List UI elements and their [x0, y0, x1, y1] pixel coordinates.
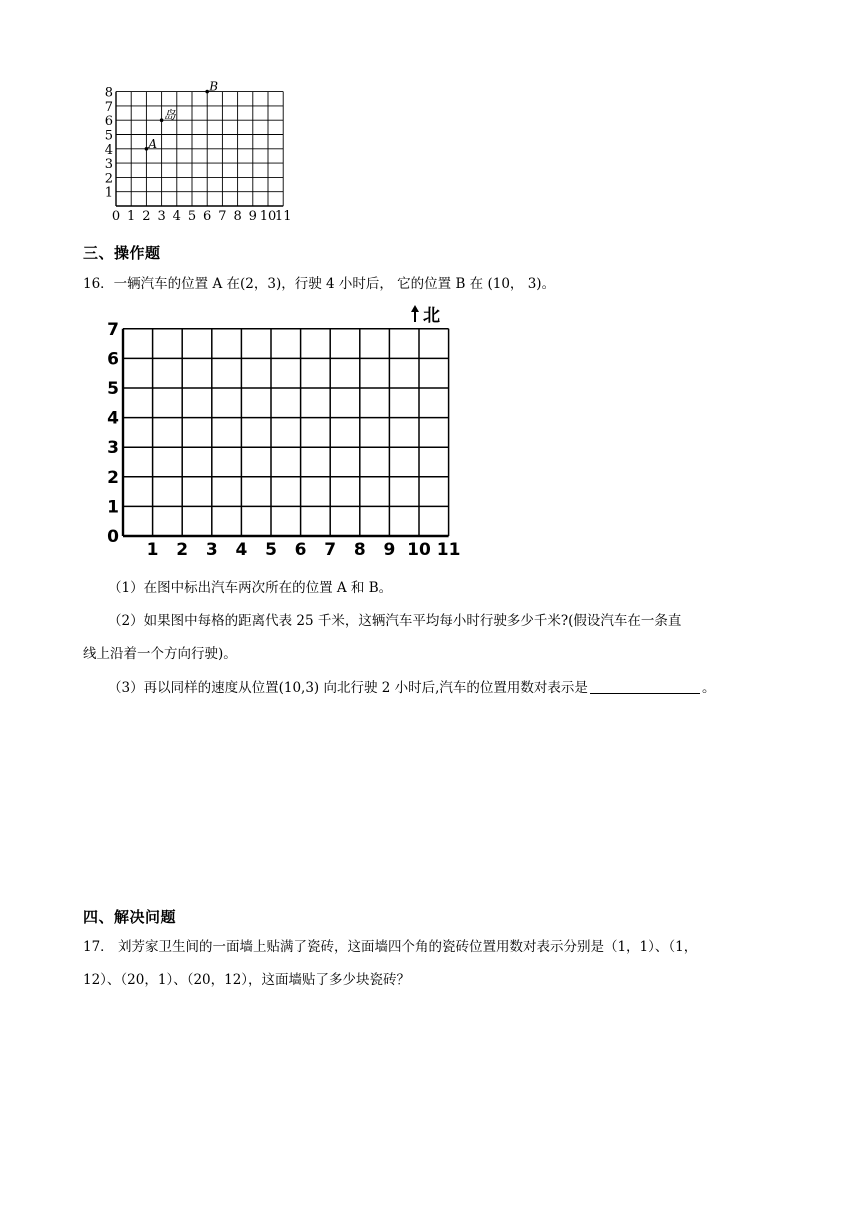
- north-arrow-head-icon: [411, 305, 419, 312]
- point-label: 岛: [163, 108, 176, 123]
- q16-sub2-line1: （2）如果图中每格的距离代表 25 千米，这辆汽车平均每小时行驶多少千米?(假设汽车在一条直: [108, 613, 682, 629]
- q16-sub1: （1）在图中标出汽车两次所在的位置 A 和 B。: [108, 580, 393, 596]
- x-tick-label: 7: [218, 209, 227, 224]
- y-tick-label: 2: [104, 171, 113, 187]
- y-tick-label: 3: [107, 438, 119, 459]
- x-tick-label: 6: [203, 209, 212, 224]
- q16-sub3-end: 。: [701, 680, 716, 696]
- x-tick-label: 3: [205, 540, 218, 560]
- x-tick-label: 1: [146, 540, 159, 560]
- q17-line1: 17． 刘芳家卫生间的一面墙上贴满了瓷砖，这面墙四个角的瓷砖位置用数对表示分别是（1，1）、（1，: [83, 939, 698, 955]
- y-tick-label: 5: [104, 128, 113, 144]
- q16-stem: 16．一辆汽车的位置 A 在(2，3)，行驶 4 小时后， 它的位置 B 在 (10， 3)。: [83, 276, 556, 292]
- y-tick-label: 7: [107, 319, 119, 340]
- y-tick-label: 8: [104, 85, 113, 101]
- x-tick-label: 8: [353, 540, 366, 560]
- coordinate-grid-small: [98, 79, 303, 235]
- x-tick-label: 0: [111, 209, 121, 224]
- y-tick-label: 2: [107, 467, 119, 488]
- x-tick-label: 3: [157, 209, 166, 224]
- x-tick-label: 11: [274, 209, 292, 224]
- north-label: 北: [423, 306, 440, 326]
- y-tick-label: 0: [107, 527, 119, 547]
- section-title-operation: 三、操作题: [83, 244, 161, 262]
- section-title-solve: 四、解决问题: [83, 908, 177, 926]
- x-tick-label: 9: [383, 540, 396, 560]
- x-tick-label: 8: [233, 209, 242, 224]
- x-tick-label: 1: [127, 209, 136, 224]
- point-label: A: [148, 136, 158, 151]
- x-tick-label: 11: [436, 540, 461, 560]
- y-tick-label: 4: [104, 142, 113, 158]
- y-tick-label: 7: [104, 99, 113, 115]
- coordinate-grid-large: [100, 300, 460, 562]
- y-tick-label: 3: [104, 157, 113, 173]
- x-tick-label: 4: [235, 540, 248, 560]
- q17-line2: 12）、（20，1）、（20，12），这面墙贴了多少块瓷砖？: [83, 972, 411, 988]
- y-tick-label: 5: [107, 379, 119, 399]
- q16-sub2-line2: 线上沿着一个方向行驶)。: [83, 646, 237, 662]
- y-tick-label: 6: [107, 349, 119, 370]
- q16-sub3: [108, 676, 715, 696]
- x-tick-label: 6: [294, 540, 307, 560]
- y-tick-label: 6: [104, 114, 113, 130]
- y-tick-label: 1: [104, 185, 113, 201]
- x-tick-label: 10: [259, 209, 277, 224]
- q16-sub3-text: （3）再以同样的速度从位置(10,3) 向北行驶 2 小时后,汽车的位置用数对表示是: [108, 680, 588, 696]
- x-tick-label: 7: [324, 540, 337, 560]
- x-tick-label: 2: [142, 209, 151, 224]
- y-tick-label: 1: [107, 497, 119, 518]
- y-tick-label: 4: [107, 408, 119, 429]
- x-tick-label: 2: [176, 540, 189, 560]
- x-tick-label: 10: [407, 540, 431, 560]
- point-label: B: [209, 79, 219, 94]
- x-tick-label: 4: [172, 209, 181, 224]
- x-tick-label: 5: [187, 209, 197, 224]
- x-tick-label: 5: [265, 540, 277, 560]
- x-tick-label: 9: [248, 209, 257, 224]
- answer-blank[interactable]: [590, 679, 700, 694]
